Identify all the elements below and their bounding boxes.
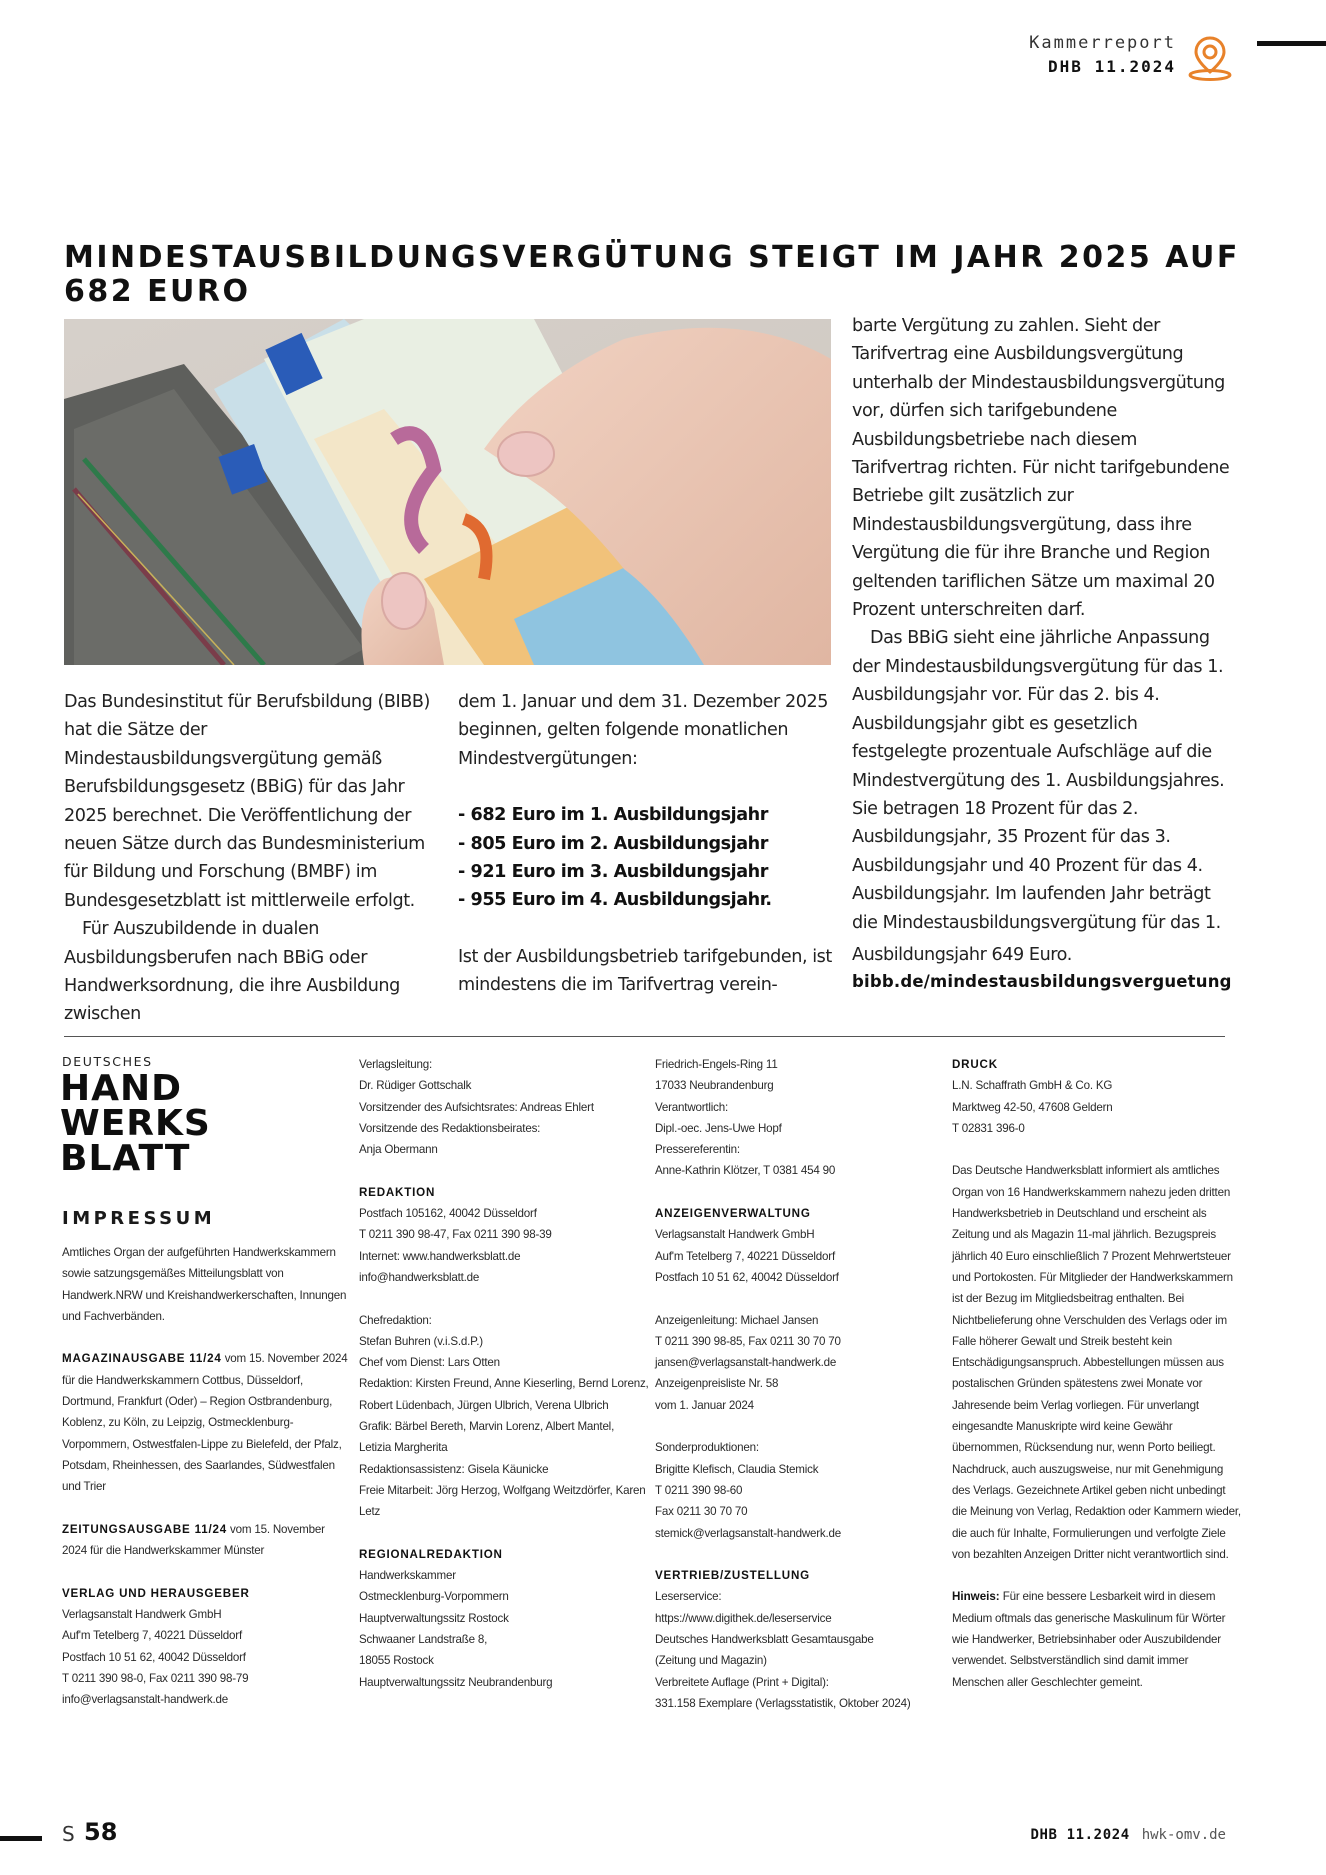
info-paragraph: Das Deutsche Handwerksblatt informiert als amtliches Organ von 16 Handwerkskammern nahezu jeden dritten Handwerksbetrieb in Deutschland und erscheint als Zeitung und als Magazin 11-mal jährlich. Bezugspreis jährlich 40 Euro einschließlich 7 Prozent Mehrwertsteuer und Portokosten. Für Mitglieder der Handwerkskammern ist der Bezug im Mitgliedsbeitrag enthalten. Bei Nichtbelieferung ohne Verschulden des Verlags oder im Falle höherer Gewalt und Streik besteht kein Entschädigungsanspruch. Abbestellungen müssen aus postalischen Gründen spätestens zwei Monate vor Jahresende beim Verlag vorliegen. Für unverlangt eingesandte Manuskripte wird keine Gewähr übernommen, Rücksendung nur, wenn Porto beiliegt. Nachdruck, auch auszugsweise, nur mit Genehmigung des Verlags. Gezeichnete Artikel geben nicht unbedingt die Meinung von Verlag, Redaktion oder Kammern wieder, die auch für Inhalte, Formulierungen und verfolgte Ziele von bezahlten Anzeigen Dritter nicht verantwortlich sind. — [952, 1164, 1241, 1561]
logo-prefix: DEUTSCHES — [62, 1054, 153, 1069]
article-column-3 — [852, 312, 1232, 995]
text-line: Anja Obermann — [359, 1143, 438, 1157]
text-line: Fax 0211 30 70 70 — [655, 1505, 748, 1519]
text-line: vom 1. Januar 2024 — [655, 1398, 754, 1412]
text-line: 331.158 Exemplare (Verlagsstatistik, Oktober 2024) — [655, 1696, 911, 1710]
text-line: L.N. Schaffrath GmbH & Co. KG — [952, 1079, 1113, 1093]
verlag-line: Postfach 10 51 62, 40042 Düsseldorf — [62, 1650, 246, 1664]
magazin-text: vom 15. November 2024 für die Handwerkskammern Cottbus, Düsseldorf, Dortmund, Frankfurt (Oder) – Region Ostbrandenburg, Koblenz, zu Köln, zu Leipzig, Ostmecklenburg-Vorpommern, Ostwestfalen-Lippe zu Bielefeld, der Pfalz, Potsdam, Rheinhessen, des Saarlandes, Südwestfalen und Trier — [62, 1352, 348, 1494]
text-line: Verantwortlich: — [655, 1100, 729, 1114]
leserservice-link[interactable]: https://www.digithek.de/leserservice — [655, 1611, 832, 1625]
text-line: Grafik: Bärbel Bereth, Marvin Lorenz, Albert Mantel, Letizia Margherita — [359, 1420, 615, 1455]
redaktion-heading: REDAKTION — [359, 1185, 436, 1199]
text-line: Handwerkskammer — [359, 1569, 456, 1583]
footer-rule — [0, 1836, 42, 1841]
page-prefix: S — [62, 1822, 75, 1846]
impressum-title: IMPRESSUM — [62, 1208, 216, 1229]
text-line: Hauptverwaltungssitz Rostock — [359, 1611, 509, 1625]
hinweis-paragraph — [952, 1586, 1242, 1692]
running-header — [1029, 32, 1176, 78]
hinweis-label: Hinweis: — [952, 1590, 1000, 1604]
text-line: Leserservice: — [655, 1590, 722, 1604]
paragraph: Ist der Ausbildungsbetrieb tarifgebunden, ist mindestens die im Tarifvertrag verein- — [458, 946, 832, 996]
text-line: Hauptverwaltungssitz Neubrandenburg — [359, 1675, 553, 1689]
text-line: Marktweg 42-50, 47608 Geldern — [952, 1100, 1113, 1114]
text-line: T 02831 396-0 — [952, 1121, 1025, 1135]
paragraph: Für Auszubildende in dualen Ausbildungsberufen nach BBiG oder Handwerksordnung, die ihre Ausbildung zwischen — [64, 919, 400, 1025]
text-line: Ostmecklenburg-Vorpommern — [359, 1590, 509, 1604]
text-line: Brigitte Klefisch, Claudia Stemick — [655, 1462, 819, 1476]
stipend-item-year-1: - 682 Euro im 1. Ausbildungsjahr — [458, 805, 768, 826]
verlag-email[interactable]: info@verlagsanstalt-handwerk.de — [62, 1693, 229, 1707]
footer-site[interactable]: hwk-omv.de — [1141, 1827, 1226, 1843]
stemick-email[interactable]: stemick@verlagsanstalt-handwerk.de — [655, 1526, 842, 1540]
paragraph: Das Bundesinstitut für Berufsbildung (BIBB) hat die Sätze der Mindestausbildungsvergütung gemäß Berufsbildungsgesetz (BBiG) für das Jahr 2025 berechnet. Die Veröffentlichung der neuen Sätze durch das Bundesministerium für Bildung und Forschung (BMBF) im Bundesgesetzblatt ist mittlerweile erfolgt. — [64, 692, 430, 911]
verlag-line: Auf'm Tetelberg 7, 40221 Düsseldorf — [62, 1629, 242, 1643]
impressum-column-3 — [655, 1054, 945, 1714]
hinweis-text: Für eine bessere Lesbarkeit wird in diesem Medium oftmals das generische Maskulinum für Wörter wie Handwerker, Betriebsinhaber oder Auszubildender verwendet. Selbstverständlich sind damit immer Menschen aller Geschlechter gemeint. — [952, 1590, 1226, 1689]
druck-heading: DRUCK — [952, 1058, 998, 1071]
text-line: Vorsitzende des Redaktionsbeirates: — [359, 1121, 541, 1135]
text-line: Friedrich-Engels-Ring 11 — [655, 1058, 778, 1071]
bibb-link[interactable]: bibb.de/mindestausbildungsverguetung — [852, 972, 1232, 992]
impressum-column-4 — [952, 1054, 1242, 1693]
text-line: Anne-Kathrin Klötzer, T 0381 454 90 — [655, 1164, 836, 1178]
text-line: Redaktionsassistenz: Gisela Käunicke — [359, 1462, 549, 1476]
footer-right — [1030, 1826, 1226, 1843]
logo-line: HAND — [60, 1068, 183, 1109]
text-line: Chef vom Dienst: Lars Otten — [359, 1356, 500, 1370]
text-line: T 0211 390 98-47, Fax 0211 390 98-39 — [359, 1228, 552, 1242]
stipend-item-year-2: - 805 Euro im 2. Ausbildungsjahr — [458, 833, 768, 854]
paragraph: barte Vergütung zu zahlen. Sieht der Tarifvertrag eine Ausbildungsvergütung unterhalb der Mindestausbildungsvergütung vor, dürfen sich tarifgebundene Ausbildungsbetriebe nach diesem Tarifvertrag richten. Für nicht tarifgebundene Betriebe gilt zusätzlich zur Mindestausbildungsvergütung, dass ihre Vergütung die für ihre Branche und Region geltenden tariflichen Sätze um maximal 20 Prozent unterschreiten darf. — [852, 316, 1230, 621]
text-line: Vorsitzender des Aufsichtsrates: Andreas Ehlert — [359, 1100, 594, 1114]
text-line: Freie Mitarbeit: Jörg Herzog, Wolfgang Weitzdörfer, Karen Letz — [359, 1483, 646, 1519]
text-line: Postfach 105162, 40042 Düsseldorf — [359, 1207, 537, 1221]
text-line: Schwaaner Landstraße 8, — [359, 1633, 488, 1647]
text-line: Dipl.-oec. Jens-Uwe Hopf — [655, 1121, 782, 1135]
text-line: 18055 Rostock — [359, 1654, 434, 1668]
text-line: 17033 Neubrandenburg — [655, 1079, 774, 1093]
text-line: Pressereferentin: — [655, 1143, 740, 1157]
article-column-1 — [64, 688, 444, 1029]
text-line: Deutsches Handwerksblatt Gesamtausgabe — [655, 1633, 874, 1647]
text-line: Verlagsanstalt Handwerk GmbH — [655, 1228, 815, 1242]
stipend-list — [458, 801, 838, 915]
text-line: T 0211 390 98-60 — [655, 1483, 743, 1497]
article-column-2 — [458, 688, 838, 1000]
stipend-item-year-3: - 921 Euro im 3. Ausbildungsjahr — [458, 862, 768, 883]
verlag-heading: VERLAG UND HERAUSGEBER — [62, 1586, 250, 1600]
section-label: Kammerreport — [1029, 33, 1176, 53]
zeitung-label: ZEITUNGSAUSGABE 11/24 — [62, 1522, 227, 1536]
text-line: (Zeitung und Magazin) — [655, 1654, 767, 1668]
text-line: Redaktion: Kirsten Freund, Anne Kieserling, Bernd Lorenz, Robert Lüdenbach, Jürgen Ulbrich, Verena Ulbrich — [359, 1377, 649, 1412]
text-line: Verlagsleitung: — [359, 1058, 433, 1071]
text-line: T 0211 390 98-85, Fax 0211 30 70 70 — [655, 1334, 841, 1348]
paragraph: Das BBiG sieht eine jährliche Anpassung der Mindestausbildungsvergütung für das 1. Ausbildungsjahr vor. Für das 2. bis 4. Ausbildungsjahr gibt es gesetzlich festgelegte prozentuale Aufschläge auf die Mindestvergütung des 1. Ausbildungsjahres. Sie betragen 18 Prozent für das 2. Ausbildungsjahr, 35 Prozent für das 3. Ausbildungsjahr und 40 Prozent für das 4. Ausbildungsjahr. Im laufenden Jahr beträgt die Mindestausbildungsvergütung für das 1. — [852, 628, 1225, 933]
zeitung-edition — [62, 1519, 352, 1562]
website-link[interactable]: Internet: www.handwerksblatt.de — [359, 1249, 521, 1263]
text-line: Verbreitete Auflage (Print + Digital): — [655, 1675, 829, 1689]
text-line: Dr. Rüdiger Gottschalk — [359, 1079, 472, 1093]
text-line: Sonderproduktionen: — [655, 1441, 759, 1455]
vertrieb-heading: VERTRIEB/ZUSTELLUNG — [655, 1569, 810, 1583]
paragraph: dem 1. Januar und dem 31. Dezember 2025 beginnen, gelten folgende monatlichen Mindestvergütungen: — [458, 692, 828, 769]
verlag-line: T 0211 390 98-0, Fax 0211 390 98-79 — [62, 1671, 249, 1685]
jansen-email[interactable]: jansen@verlagsanstalt-handwerk.de — [655, 1356, 837, 1370]
stipend-item-year-4: - 955 Euro im 4. Ausbildungsjahr. — [458, 890, 772, 911]
text-line: Chefredaktion: — [359, 1313, 432, 1327]
footer-issue: DHB 11.2024 — [1030, 1827, 1130, 1843]
intro-text: Amtliches Organ der aufgeführten Handwerkskammern sowie satzungsgemäßes Mitteilungsblatt von Handwerk.NRW und Kreishandwerkerschaften, Innungen und Fachverbänden. — [62, 1246, 347, 1323]
article-title: MINDESTAUSBILDUNGSVERGÜTUNG STEIGT IM JAHR 2025 AUF 682 EURO — [64, 240, 1240, 309]
issue-label: DHB 11.2024 — [1048, 57, 1176, 76]
magazin-edition — [62, 1348, 352, 1497]
text-line: Stefan Buhren (v.i.S.d.P.) — [359, 1334, 483, 1348]
zeitung-text: vom 15. November 2024 für die Handwerkskammer Münster — [62, 1522, 325, 1558]
logo-line: BLATT — [60, 1138, 191, 1179]
handwerksblatt-logo — [60, 1068, 211, 1179]
text-line: Anzeigenleitung: Michael Jansen — [655, 1313, 819, 1327]
logo-line: WERKS — [60, 1103, 211, 1144]
text-line: Anzeigenpreisliste Nr. 58 — [655, 1377, 779, 1391]
paragraph: Ausbildungsjahr 649 Euro. — [852, 944, 1072, 965]
photo-euro-wallet-icon — [64, 319, 831, 665]
page-number: 58 — [84, 1818, 118, 1846]
impressum-column-1 — [62, 1242, 352, 1711]
article-photo — [64, 319, 831, 665]
anzeigen-heading: ANZEIGENVERWALTUNG — [655, 1207, 811, 1221]
text-line: Postfach 10 51 62, 40042 Düsseldorf — [655, 1270, 839, 1284]
magazin-label: MAGAZINAUSGABE 11/24 — [62, 1352, 222, 1366]
redaktion-email[interactable]: info@handwerksblatt.de — [359, 1270, 480, 1284]
verlag-line: Verlagsanstalt Handwerk GmbH — [62, 1608, 222, 1622]
impressum-column-2 — [359, 1054, 649, 1693]
regional-heading: REGIONALREDAKTION — [359, 1547, 503, 1561]
header-rule — [1257, 41, 1326, 46]
location-pin-icon — [1187, 34, 1233, 82]
text-line: Auf'm Tetelberg 7, 40221 Düsseldorf — [655, 1249, 835, 1263]
section-divider — [64, 1036, 1225, 1037]
